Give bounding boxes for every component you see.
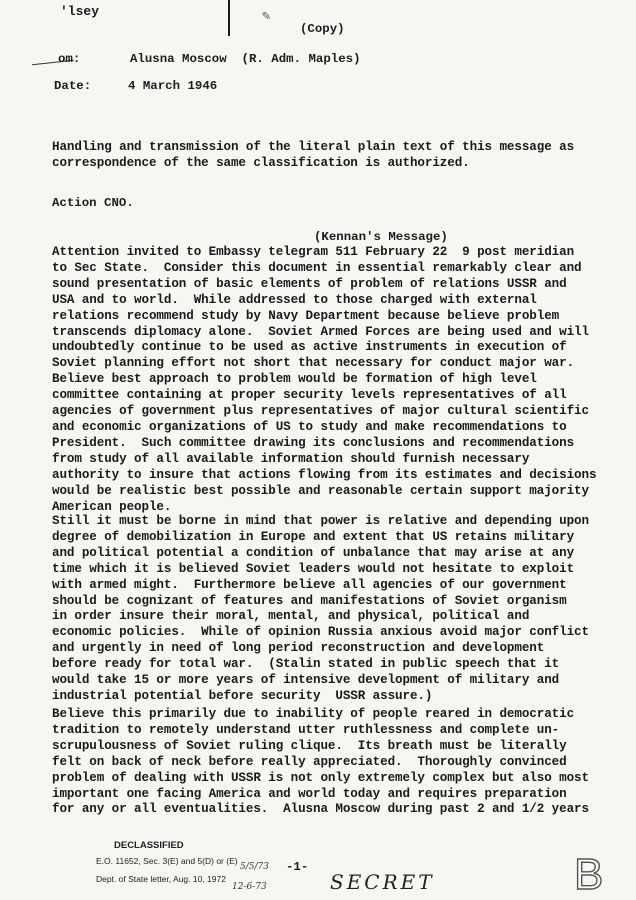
handling-line: correspondence of the same classification is authorized. <box>52 155 470 170</box>
state-letter-reference: Dept. of State letter, Aug. 10, 1972 <box>96 874 226 884</box>
body-line: undoubtedly continue to be used as active instruments in execution of <box>52 340 567 355</box>
body-line: and economic organizations of US to study and make recommendations to <box>52 419 567 434</box>
body-line: committee containing at proper security levels representatives of all <box>52 388 567 403</box>
body-line: sound presentation of basic elements of problem of relations USSR and <box>52 276 567 291</box>
body-line: Believe this primarily due to inability of people reared in democratic <box>52 707 575 721</box>
body-line: agencies of government plus representatives of major cultural scientific <box>52 404 589 419</box>
body-line: authority to insure that actions flowing from its estimates and decisions <box>52 467 597 482</box>
body-line: and political potential a condition of unbalance that may arise at any <box>52 545 575 560</box>
body-line: President. Such committee drawing its conclusions and recommendations <box>52 435 575 450</box>
date-value: 4 March 1946 <box>128 79 218 93</box>
body-line: should be cognizant of features and manifestations of Soviet organism <box>52 593 567 608</box>
body-line: Attention invited to Embassy telegram 511 February 22 9 post meridian <box>52 245 575 259</box>
body-line: problem of dealing with USSR is not only extremely complex but also most <box>52 770 589 785</box>
body-line: scrupulousness of Soviet ruling clique. Its breath must be literally <box>52 738 567 753</box>
paragraph-3 <box>52 707 592 818</box>
paragraph-2 <box>52 514 592 705</box>
body-line: to Sec State. Consider this document in essential remarkably clear and <box>52 260 582 275</box>
body-line: would be realistic best possible and reasonable certain support majority <box>52 483 589 498</box>
body-line: American people. <box>52 499 172 514</box>
action-line: Action CNO. <box>52 196 134 210</box>
handling-line: Handling and transmission of the literal plain text of this message as <box>52 140 575 154</box>
declassified-stamp: DECLASSIFIED <box>114 840 184 851</box>
message-heading: (Kennan's Message) <box>314 230 448 244</box>
body-line: and urgently in need of long period reconstruction and development <box>52 641 545 656</box>
body-line: for any or all eventualities. Alusna Moscow during past 2 and 1/2 years <box>52 802 589 817</box>
from-value: Alusna Moscow (R. Adm. Maples) <box>130 52 361 66</box>
body-line: Soviet planning effort not short that necessary for conduct major war. <box>52 356 575 371</box>
body-line: degree of demobilization in Europe and extent that US retains military <box>52 529 575 544</box>
from-label: om: <box>58 52 81 66</box>
page-number: -1- <box>286 860 309 874</box>
body-line: Believe best approach to problem would be formation of high level <box>52 372 537 387</box>
body-line: important one facing America and world today and requires preparation <box>52 786 567 801</box>
body-line: in order insure their moral, mental, and physical, political and <box>52 609 530 624</box>
body-line: with armed might. Furthermore believe all agencies of our government <box>52 577 567 592</box>
body-line: would take 15 or more years of intensive development of military and <box>52 673 560 688</box>
handwritten-mark: 5/5/73 <box>240 862 269 872</box>
body-line: tradition to remotely understand utter ruthlessness and complete un- <box>52 722 560 737</box>
paragraph-1 <box>52 245 597 515</box>
body-line: felt on back of neck before really appreciated. Thoroughly convinced <box>52 754 567 769</box>
copy-label: (Copy) <box>300 22 345 36</box>
body-line: Still it must be borne in mind that power is relative and depending upon <box>52 514 589 528</box>
body-line: time which it is believed Soviet leaders would not hesitate to exploit <box>52 561 575 576</box>
body-line: transcends diplomacy alone. Soviet Armed Forces are being used and will <box>52 324 589 339</box>
body-line: USA and to world. While addressed to those charged with external <box>52 292 537 307</box>
secret-stamp: SECRET <box>330 870 435 894</box>
body-line: industrial potential before security USSR assure.) <box>52 688 433 703</box>
handling-note <box>52 140 592 172</box>
body-line: before ready for total war. (Stalin stated in public speech that it <box>52 657 560 672</box>
clip-mark-icon: ✎ <box>262 9 271 25</box>
date-label: Date: <box>54 79 92 93</box>
handwritten-mark: 12-6-73 <box>232 882 267 892</box>
body-line: from study of all available information should furnish necessary <box>52 451 530 466</box>
body-line: relations recommend study by Navy Department because believe problem <box>52 308 560 323</box>
corner-letter: B <box>574 850 604 899</box>
eo-reference: E.O. 11652, Sec. 3(E) and 5(D) or (E) <box>96 856 238 866</box>
corner-fragment-text: 'lsey <box>60 4 100 19</box>
vertical-rule <box>228 0 230 36</box>
body-line: economic policies. While of opinion Russia anxious avoid major conflict <box>52 625 589 640</box>
